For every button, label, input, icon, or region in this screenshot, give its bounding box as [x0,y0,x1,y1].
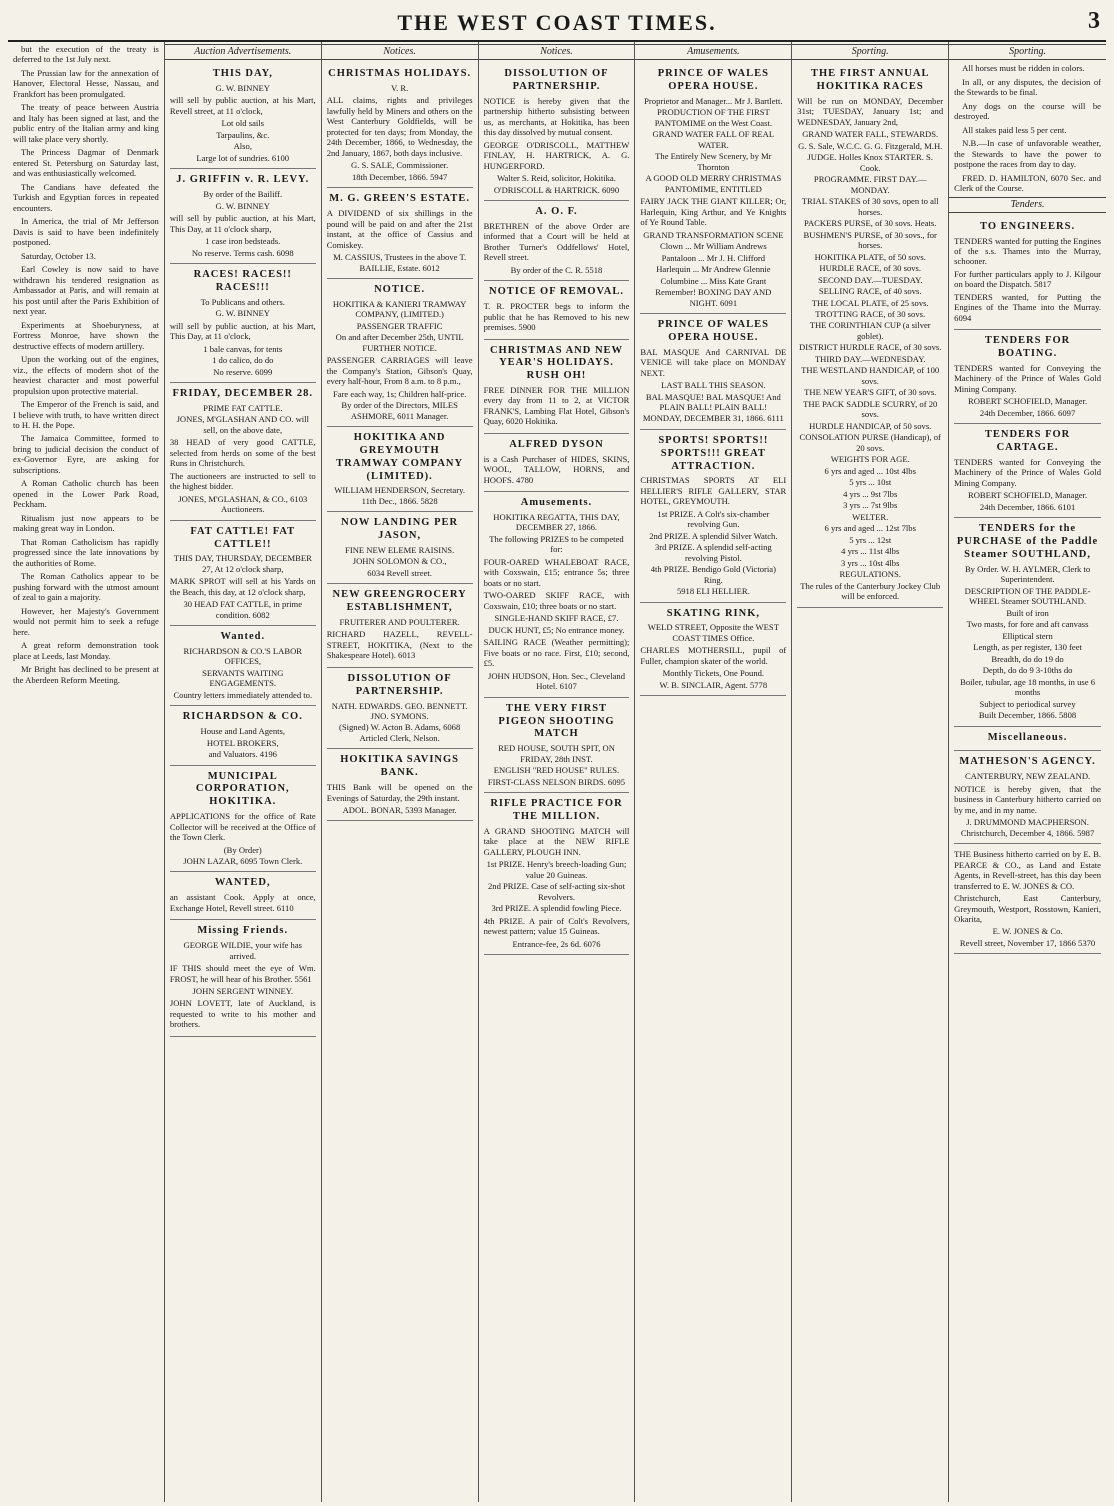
ad-line: HOKITIKA PLATE, of 50 sovs. [814,251,926,262]
column-4 [479,42,636,1502]
ad-line: FRUITERER AND POULTERER. [339,616,460,627]
ad-line: THIRD DAY.—WEDNESDAY. [814,353,926,364]
article-paragraph: Mr Bright has declined to be present at the Aberdeen Reform Meeting. [13,664,159,685]
ad-heading: THIS DAY, [212,68,273,80]
ad-heading: WANTED, [214,877,271,889]
ad-line: BUSHMEN'S PURSE, of 30 sovs., for horses. [803,229,937,251]
ad-line: THE LOCAL PLATE, of 25 sovs. [811,297,929,308]
ad-line: TENDERS wanted for Conveying the Machinery of the Prince of Wales Gold Mining Company. [954,362,1101,394]
advertisement [327,279,473,427]
ad-line: W. B. SINCLAIR, Agent. 5778 [659,679,768,690]
ad-line: Lot old sails [221,118,265,129]
ad-line: JONES, M'GLASHAN AND CO. will sell, on the above date, [176,414,309,435]
ad-heading: THE FIRST ANNUAL HOKITIKA RACES [810,68,930,92]
ad-line: RICHARD HAZELL, REVELL-STREET, HOKITIKA, (Next to the Shakespeare Hotel). 6013 [326,629,473,661]
ad-heading: RIFLE PRACTICE FOR THE MILLION. [490,798,623,822]
advertisement [327,668,473,750]
article-paragraph: In all, or any disputes, the decision of the Stewards to be final. [954,76,1101,98]
ad-line: Christchurch, East Canterbury, Greymouth, Westport, Rosstown, Kanieri, Okarita, [954,893,1101,924]
advertisement [170,63,316,169]
section-heading: Amusements. [635,44,791,60]
ad-line: GEORGE WILDIE, your wife has arrived. [183,940,302,961]
ad-heading: CHRISTMAS AND NEW YEAR'S HOLIDAYS. RUSH OH! [489,344,624,382]
ad-line: TENDERS wanted, for Putting the Engines of the Thame into the Murray. 6094 [954,291,1101,323]
ad-line: By order of the Directors, MILES ASHMORE, 6011 Manager. [341,400,458,421]
ad-line: THE Business hitherto carried on by E. B. PEARCE & CO., as Land and Estate Agents, in Revell-street, has this day been transferred to E. W. JONES & CO. [954,849,1101,891]
ad-line: 3 yrs ... 10st 4lbs [840,557,900,568]
column-6 [792,42,949,1502]
ad-line: A GRAND SHOOTING MATCH will take place at the NEW RIFLE GALLERY, PLOUGH INN. [483,825,630,857]
ad-heading: DISSOLUTION OF PARTNERSHIP. [347,672,452,697]
ad-line: TWO-OARED SKIFF RACE, with Coxswain, £10; three boats or no start. [483,590,630,611]
ad-heading: MATHESON'S AGENCY. [959,756,1096,768]
ad-heading: TO ENGINEERS. [980,220,1076,232]
ad-heading: M. G. GREEN'S ESTATE. [329,193,471,205]
article-paragraph: All stakes paid less 5 per cent. [962,124,1067,135]
ad-line: TENDERS wanted for Conveying the Machinery of the Prince of Wales Gold Mining Company. [954,456,1101,488]
ad-line: V. R. [390,82,409,93]
ad-line: By Order. W. H. AYLMER, Clerk to Superintendent. [964,563,1091,585]
ad-line: 4th PRIZE. Bendigo Gold (Victoria) Ring. [650,564,776,585]
ad-line: will sell by public auction, at his Mart, This Day, at 11 o'clock, [169,320,316,342]
ad-line: Monthly Tickets, One Pound. [662,668,765,679]
ad-line: RED HOUSE, SOUTH SPIT, ON FRIDAY, 28th INST. [498,743,615,764]
ad-heading: J. GRIFFIN v. R. LEVY. [176,174,310,186]
ad-line: FIRST-CLASS NELSON BIRDS. 6095 [487,776,626,787]
ad-line: THIS DAY, THURSDAY, DECEMBER 27, At 12 o'clock sharp, [173,553,312,574]
ad-line: 3rd PRIZE. A splendid self-acting revolving Pistol. [654,542,772,563]
ad-line: ROBERT SCHOFIELD, Manager. [967,396,1088,407]
ad-line: FOUR-OARED WHALEBOAT RACE, with Coxswain, £15; entrance 5s; three boats or no start. [483,556,630,588]
ad-line: By order of the C. R. 5518 [510,264,603,275]
ad-line: FREE DINNER FOR THE MILLION every day from 11 to 2, at VICTOR FRANK'S, Lambing Flat Hotel, Gibson's Quay, 6020 Hokitika. [483,385,630,427]
ad-line: 2nd PRIZE. Case of self-acting six-shot Revolvers. [487,881,625,902]
advertisement [170,169,316,264]
ad-line: ENGLISH "RED HOUSE" RULES. [493,765,620,776]
ad-line: CONSOLATION PURSE (Handicap), of 20 sovs. [799,432,941,453]
column-7 [949,42,1106,1502]
ad-heading: NOW LANDING PER JASON, [341,517,459,542]
ad-line: BRETHREN of the above Order are informed that a Court will be held at Brother Turner's Oddfellows' Hotel, Revell street. [483,220,630,263]
ad-line: (By Order) [223,844,262,855]
ad-line: The following PRIZES to be competed for: [489,533,624,555]
ad-line: REGULATIONS. [839,569,901,580]
section-heading: Tenders. [949,197,1106,213]
ad-line: Entrance-fee, 2s 6d. 6076 [512,938,601,949]
advertisement [170,521,316,627]
ad-heading: SKATING RINK, [666,607,761,619]
ad-line: CHARLES MOTHERSILL, pupil of Fuller, champion skater of the world. [640,645,787,666]
ad-heading: NEW GREENGROCERY ESTABLISHMENT, [332,589,467,614]
ad-line: JOHN LAZAR, 6095 Town Clerk. [183,856,303,866]
article-paragraph: The Prussian law for the annexation of Hanover, Electoral Hesse, Nassau, and Frankfort has been promulgated. [13,67,159,99]
ad-line: Boiler, tubular, age 18 months, in use 6 months [960,676,1096,698]
ad-line: PROGRAMME. FIRST DAY.—MONDAY. [813,174,927,195]
advertisement [170,626,316,706]
ad-heading: RICHARDSON & CO. [182,711,303,723]
ad-line: 24th December, 1866. 6097 [979,407,1076,418]
advertisement [484,434,630,492]
ad-line: 4 yrs ... 11st 4lbs [841,546,900,557]
ad-line: TRIAL STAKES of 30 sovs, open to all horses. [801,196,939,217]
ad-line: 18th December, 1866. 5947 [351,171,448,182]
ad-line: G. S. SALE, Commissioner. [351,160,449,171]
advertisement [797,63,943,607]
ad-heading: Missing Friends. [197,925,289,937]
ad-line: PACKERS PURSE, of 30 sovs. Heats. [803,218,937,229]
ad-line: No reserve. 6099 [213,366,273,377]
advertisement [484,63,630,201]
ad-line: WELD STREET, Opposite the WEST COAST TIMES Office. [647,622,779,643]
ad-line: Also, [233,141,252,152]
ad-line: Remember! BOXING DAY AND NIGHT. 6091 [655,287,772,308]
advertisement [327,188,473,279]
ad-line: WELTER. [852,511,889,522]
article-paragraph: A Roman Catholic church has been opened in the Lower Park Road, Peckham. [13,478,159,510]
article-paragraph: FRED. D. HAMILTON, 6070 Sec. and Clerk of the Course. [954,172,1101,194]
article-paragraph: In America, the trial of Mr Jefferson Davis is said to have been indefinitely postponed. [13,216,159,248]
ad-line: 6 yrs and aged ... 10st 4lbs [824,465,916,476]
ad-line: HURDLE RACE, of 30 sovs. [819,263,922,274]
ad-line: Depth, do do 9 3-10ths do [982,665,1073,676]
ad-line: 6 yrs and aged ... 12st 7lbs [824,523,916,534]
section-heading: Notices. [322,44,478,60]
ad-heading: HOKITIKA AND GREYMOUTH TRAMWAY COMPANY (LIMITED). [336,432,464,482]
article-paragraph: Any dogs on the course will be destroyed. [954,100,1101,122]
ad-line: 5 yrs ... 12st [849,534,892,545]
ad-heading: Amusements. [520,497,593,509]
ad-heading: NOTICE OF REMOVAL. [489,286,624,298]
ad-line: A GOOD OLD MERRY CHRISTMAS PANTOMIME, ENTITLED [645,173,782,194]
ad-line: HOKITIKA & KANIERI TRAMWAY COMPANY, (LIMITED.) [332,298,467,320]
advertisement [484,698,630,793]
ad-line: JOHN LOVETT, late of Auckland, is requested to write to his mother and brothers. [169,998,316,1030]
ad-line: GEORGE O'DRISCOLL, MATTHEW FINLAY, H. HARTRICK, A. G. HUNGERFORD. [483,139,630,171]
ad-line: TROTTING RACE, of 30 sovs. [815,308,926,319]
ad-line: 1 bale canvas, for tents [203,343,283,354]
ad-line: A DIVIDEND of six shillings in the pound will be paid on and after the 21st instant, at the office of Cassius and Comiskey. [326,208,473,250]
ad-line: 4th PRIZE. A pair of Colt's Revolvers, newest pattern; value 15 Guineas. [483,915,630,937]
ad-line: 5 yrs ... 10st [849,477,892,488]
ad-line: O'DRISCOLL & HARTRICK. 6090 [493,184,620,195]
ad-line: HOKITIKA REGATTA, THIS DAY, DECEMBER 27, 1866. [493,511,620,533]
section-heading: Notices. [479,44,635,60]
page-number: 3 [1088,8,1100,34]
ad-line: CHRISTMAS SPORTS AT ELI HELLIER'S RIFLE GALLERY, STAR HOTEL, GREYMOUTH. [640,475,787,507]
ad-heading: MUNICIPAL CORPORATION, HOKITIKA. [195,770,290,808]
article-paragraph: The Roman Catholics appear to be pushing forward with the utmost amount of zeal to gain a majority. [13,571,159,603]
ad-line: CANTERBURY, NEW ZEALAND. [964,771,1091,782]
ad-line: T. R. PROCTER begs to inform the public that he has Removed to his new premises. 5900 [483,301,630,333]
ad-line: PRODUCTION OF THE FIRST PANTOMIME on the West Coast. [654,107,773,128]
ad-line: RICHARDSON & CO.'S LABOR OFFICES, [183,646,303,667]
ad-line: Subject to periodical survey [979,698,1076,709]
ad-line: 1 case iron bedsteads. [205,236,281,247]
ad-line: MARK SPROT will sell at his Yards on the Beach, this day, at 12 o'clock sharp, [169,576,316,597]
advertisement [170,766,316,873]
ad-line: M. CASSIUS, Trustees in the above T. BAILLIE, Estate. 6012 [333,252,467,273]
ad-heading: TENDERS for the PURCHASE of the Paddle Steamer SOUTHLAND, [956,523,1099,560]
advertisement [954,844,1101,954]
ad-line: Elliptical stern [1002,630,1053,641]
advertisement [640,314,786,430]
ad-line: 4 yrs ... 9st 7lbs [843,488,898,499]
ad-line: DESCRIPTION OF THE PADDLE-WHEEL Steamer SOUTHLAND. [964,585,1091,607]
advertisement [170,920,316,1037]
ad-line: The rules of the Canterbury Jockey Club will be enforced. [800,580,941,602]
columns [8,42,1106,1502]
ad-heading: DISSOLUTION OF PARTNERSHIP. [504,68,609,92]
ad-line: G. W. BINNEY [215,308,270,319]
ad-line: BAL MASQUE! BAL MASQUE! And PLAIN BALL! PLAIN BALL! [645,391,781,412]
ad-line: Built December, 1866. 5808 [978,710,1077,721]
advertisement [484,492,630,698]
ad-line: will sell by public auction, at his Mart, This Day, at 11 o'clock sharp, [169,213,316,234]
ad-line: PASSENGER CARRIAGES will leave the Company's Station, Gibson's Quay, every half-hour, From 8 a.m. to 8 p.m., [326,355,473,387]
ad-line: will sell by public auction, at his Mart, Revell street, at 11 o'clock, [169,95,316,116]
ad-line: 5918 ELI HELLIER. [676,586,750,597]
article-paragraph: Experiments at Shoeburyness, at Fortress Monroe, have shown the destructive effects of modern artillery. [13,319,159,351]
ad-heading: TENDERS FOR CARTAGE. [984,429,1071,454]
ad-line: Revell street, November 17, 1866 5370 [959,937,1096,948]
ad-heading: Wanted. [220,631,266,643]
ad-line: Length, as per register, 130 feet [973,642,1082,653]
ad-line: 24th December, 1866. 6101 [979,501,1076,512]
ad-line: GRAND TRANSFORMATION SCENE [643,229,784,240]
ad-heading: SPORTS! SPORTS!! SPORTS!!! GREAT ATTRACTION. [658,434,769,472]
ad-line: SERVANTS WAITING ENGAGEMENTS. [202,667,284,689]
advertisement [640,603,786,697]
ad-line: Walter S. Reid, solicitor, Hokitika. [497,173,616,184]
ad-heading: NOTICE. [374,284,426,296]
ad-line: THIS Bank will be opened on the Evenings of Saturday, the 29th instant. [326,782,473,803]
ad-heading: RACES! RACES!! RACES!!! [193,269,292,293]
advertisement [170,706,316,765]
section-heading: Sporting. [949,44,1106,60]
ad-line: JOHN HUDSON, Hon. Sec., Cleveland Hotel. 6107 [487,670,625,692]
ad-heading: A. O. F. [535,206,578,218]
ad-line: Proprietor and Manager... Mr J. Bartlett. [644,95,783,106]
ad-line: Built of iron [1006,607,1049,618]
article-paragraph: The treaty of peace between Austria and Italy has been signed at last, and the public entry of the Italian army and king will take place very shortly. [13,102,159,144]
advertisement [954,216,1101,331]
column-3 [322,42,479,1502]
ad-heading: ALFRED DYSON [509,438,604,450]
ad-line: PASSENGER TRAFFIC [356,320,443,331]
ad-line: SECOND DAY.—TUESDAY. [818,274,923,285]
ad-line: Harlequin ... Mr Andrew Glennie [656,264,771,275]
ad-line: G. W. BINNEY [215,82,270,93]
article-paragraph: A great reform demonstration took place at Leeds, last Monday. [13,640,159,661]
ad-line: 1 do calico, do do [212,355,274,366]
ad-line: GRAND WATER FALL, STEWARDS. [802,129,939,140]
ad-line: THE NEW YEAR'S GIFT, of 30 sovs. [804,387,937,398]
advertisement [327,749,473,821]
advertisement [954,727,1101,752]
ad-line: G. S. Sale, W.C.C. G. G. Fitzgerald, M.H. [798,140,943,151]
advertisement [170,383,316,521]
ad-line: Will be run on MONDAY, December 31st; TUESDAY, January 1st; and WEDNESDAY, January 2nd, [797,95,944,127]
ad-line: FAIRY JACK THE GIANT KILLER; Or, Harlequin, King Arthur, and Ye Knights of Ye Round Table. [640,196,787,228]
ad-line: ADOL. BONAR, 5393 Manager. [342,805,457,815]
advertisement [484,340,630,434]
article-paragraph: Ritualism just now appears to be making great way in London. [13,512,159,534]
ad-line: On and after December 25th, UNTIL FURTHER NOTICE. [335,332,464,353]
ad-line: 1st PRIZE. A Colt's six-chamber revolving Gun. [657,508,770,530]
ad-line: Pantaloon ... Mr J. H. Clifford [661,252,766,263]
ad-line: 30 HEAD FAT CATTLE, in prime condition. 6082 [183,599,303,620]
ad-line: The Entirely New Scenery, by Mr Thornton [655,151,772,172]
ad-line: THE CORINTHIAN CUP (a silver goblet). [809,320,931,341]
article-paragraph: The Princess Dagmar of Denmark entered St. Petersburg on Saturday last, and was enthusiastically welcomed. [13,147,159,179]
advertisement [484,281,630,339]
ad-line: FINE NEW ELEME RAISINS. [345,544,455,555]
ad-line: HURDLE HANDICAP, of 50 sovs. [809,420,932,431]
ad-line: E. W. JONES & Co. [992,926,1063,937]
advertisement [170,264,316,383]
section-heading: Sporting. [792,44,948,60]
ad-line: SINGLE-HAND SKIFF RACE, £7. [494,613,619,624]
ad-heading: TENDERS FOR BOATING. [984,335,1071,360]
advertisement [640,63,786,314]
ad-line: WILLIAM HENDERSON, Secretary. 11th Dec., 1866. 5828 [334,485,465,506]
advertisement [954,424,1101,518]
ad-line: House and Land Agents, [200,726,286,737]
ad-line: 1st PRIZE. Henry's breech-loading Gun; value 20 Guineas. [486,859,627,880]
column-1 [8,42,165,1502]
article-paragraph: The Jamaica Committee, formed to bring to judicial decision the conduct of ex-Governor Eyre, are asking for subscriptions. [13,433,159,475]
ad-line: PRIME FAT CATTLE. [203,402,283,413]
advertisement [170,872,316,920]
ad-line: SELLING RACE, of 40 sovs. [818,286,922,297]
ad-line: The auctioneers are instructed to sell to the highest bidder. [169,470,316,492]
ad-line: MONDAY, DECEMBER 31, 1866. 6111 [642,413,784,424]
ad-line: SAILING RACE (Weather permitting); Five boats or no race. First, £10; second, £5. [483,637,630,669]
ad-line: J. DRUMMOND MACPHERSON. Christchurch, December 4, 1866. 5987 [960,817,1095,838]
ad-line: Fare each way, 1s; Children half-price. [332,388,467,399]
ad-line: an assistant Cook. Apply at once, Exchange Hotel, Revell street. 6110 [169,892,316,913]
advertisement [327,512,473,584]
ad-line: NOTICE is hereby given, that the business in Canterbury hitherto carried on by me, and in my name. [954,783,1101,815]
ad-line: Clown ... Mr William Andrews [660,241,767,252]
ad-line: 3 yrs ... 7st 9lbs [843,500,898,511]
advertisement [954,330,1101,424]
article-paragraph: However, her Majesty's Government would not permit him to seek a refuge here. [13,605,159,637]
ad-line: NOTICE is hereby given that the partnership hitherto subsisting between us, as merchants, at Hokitika, has been this day dissolved by mutual consent. [483,95,630,138]
ad-line: Breadth, do do 19 do [991,653,1064,664]
article-paragraph: Saturday, October 13. [21,250,96,261]
article-paragraph: The Candians have defeated the Turkish and Egyptian forces in repeated encounters. [13,181,159,213]
ad-line: DISTRICT HURDLE RACE, of 30 sovs. [799,342,942,353]
ad-line: BAL MASQUE And CARNIVAL DE VENICE will take place on MONDAY NEXT. [640,346,787,378]
column-2 [165,42,322,1502]
section-heading: Auction Advertisements. [165,44,321,60]
ad-line: and Valuators. 4196 [208,749,277,760]
advertisement [954,751,1101,844]
advertisement [640,430,786,603]
ad-line: Tarpaulins, &c. [216,129,270,140]
ad-line: Two masts, for fore and aft canvass [966,619,1089,630]
ad-line: JOHN SERGENT WINNEY. [192,985,294,996]
ad-line: GRAND WATER FALL OF REAL WATER. [652,129,775,150]
ad-heading: CHRISTMAS HOLIDAYS. [328,68,472,80]
ad-line: For further particulars apply to J. Kilgour on board the Dispatch. 5817 [954,268,1101,290]
ad-line: LAST BALL THIS SEASON. [661,380,766,391]
advertisement [327,63,473,188]
ad-line: THE WESTLAND HANDICAP, of 100 sovs. [801,365,940,386]
ad-line: JONES, M'GLASHAN, & CO., 6103 Auctioneers. [178,493,308,515]
ad-heading: PRINCE OF WALES OPERA HOUSE. [657,318,769,343]
ad-heading: PRINCE OF WALES OPERA HOUSE. [657,68,769,92]
ad-line: THE PACK SADDLE SCURRY, of 20 sovs. [803,398,938,420]
ad-line: APPLICATIONS for the office of Rate Collector will be received at the Office of the Town Clerk. [169,811,316,843]
newspaper-title: THE WEST COAST TIMES. [397,10,717,35]
ad-line: 3rd PRIZE. A splendid fowling Piece. [491,903,622,914]
ad-line: is a Cash Purchaser of HIDES, SKINS, WOOL, TALLOW, HORNS, and HOOFS. 4780 [483,453,630,485]
advertisement [954,518,1101,726]
ad-heading: THE VERY FIRST PIGEON SHOOTING MATCH [498,702,615,740]
article-paragraph: Earl Cowley is now said to have withdrawn his tendered resignation as Ambassador at Paris, and will remain at his post until after the Paris Exhibition of next year. [13,264,159,317]
ad-line: (Signed) W. Acton B. Adams, 6068 Articled Clerk, Nelson. [338,722,461,743]
ad-line: By order of the Bailiff. [203,189,283,200]
article-paragraph: That Roman Catholicism has rapidly progressed since the late innovations by the authorities of Rome. [13,536,159,568]
ad-line: 6034 Revell street. [367,567,432,578]
ad-line: HOTEL BROKERS, [206,737,279,748]
article-paragraph: N.B.—In case of unfavorable weather, the Stewards to have the power to postpone the races from day to day. [954,138,1101,170]
masthead [8,6,1106,42]
ad-heading: HOKITIKA SAVINGS BANK. [340,754,460,779]
article-paragraph: The Emperor of the French is said, and I believe with truth, to have written direct to H. H. the Pope. [13,399,159,430]
ad-line: To Publicans and others. [200,296,285,307]
ad-line: Large lot of sundries. 6100 [196,152,290,163]
ad-line: No reserve. Terms cash. 6098 [191,247,294,258]
advertisement [484,201,630,281]
ad-line: WEIGHTS FOR AGE. [830,454,910,465]
article-paragraph: Upon the working out of the engines, viz., the effects of modern shot of the heaviest character and most powerful propulsion upon protective material. [13,354,159,396]
ad-line: IF THIS should meet the eye of Wm. FROST, he will hear of his Brother. 5561 [169,963,316,984]
ad-line: ROBERT SCHOFIELD, Manager. [967,490,1088,501]
advertisement [327,584,473,668]
ad-line: 38 HEAD of very good CATTLE, selected from herds on some of the best Runs in Christchurch. [169,437,316,469]
advertisement [327,427,473,512]
ad-line: TENDERS wanted for putting the Engines of the s.s. Thames into the Murray, schooner. [954,235,1101,267]
ad-line: ALL claims, rights and privileges lawfully held by Miners and others on the West Canterbury Goldfields, will be protected for ten days; from Monday, the 24th December, 1866, to Wednesday, the 2nd January, 1867, both days inclusive. [326,95,473,158]
advertisement [484,793,630,955]
ad-line: JOHN SOLOMON & CO., [352,556,447,567]
column-5 [635,42,792,1502]
ad-line: JUDGE. Holles Knox STARTER. S. Cook. [807,152,933,173]
article-paragraph: All horses must be ridden in colors. [962,63,1085,74]
ad-line: NATH. EDWARDS. GEO. BENNETT. JNO. SYMONS. [331,700,468,721]
ad-heading: FRIDAY, DECEMBER 28. [172,388,314,400]
ad-line: G. W. BINNEY [215,200,270,211]
ad-line: 2nd PRIZE. A splendid Silver Watch. [649,530,778,541]
ad-heading: FAT CATTLE! FAT CATTLE!! [190,525,296,550]
article-paragraph: but the execution of the treaty is deferred to the 1st July next. [13,44,159,65]
ad-heading: Miscellaneous. [987,731,1068,743]
ad-line: Country letters immediately attended to. [173,689,313,700]
ad-line: DUCK HUNT, £5; No entrance money. [488,624,625,635]
ad-line: Columbine ... Miss Kate Grant [660,275,767,286]
